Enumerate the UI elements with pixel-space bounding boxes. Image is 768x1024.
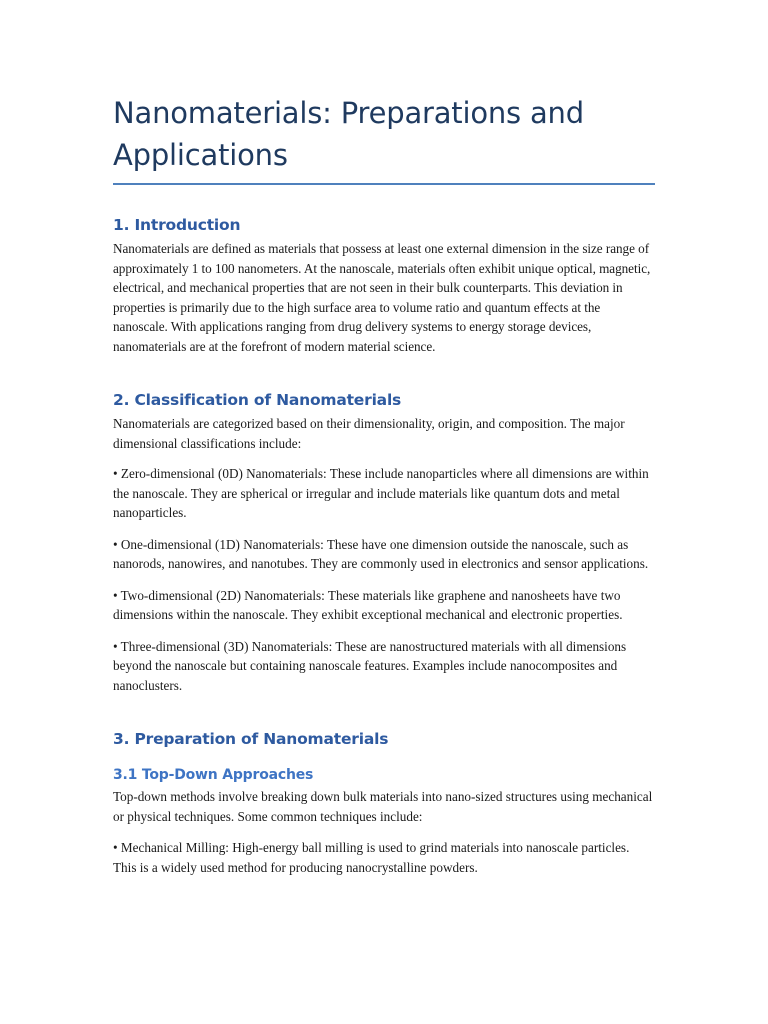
list-item-mechanical-milling: • Mechanical Milling: High-energy ball milling is used to grind materials into nanoscale particles. This is a widely used method for producing nanocrystalline powders. (113, 840, 630, 875)
list-item-3d: • Three-dimensional (3D) Nanomaterials: These are nanostructured materials with all dimensions beyond the nanoscale but containing nanoscale features. Examples include nanocomposites and nanoclusters. (113, 638, 627, 693)
document-title: Nanomaterials: Preparations and Applications (113, 96, 584, 172)
list-item-0d: • Zero-dimensional (0D) Nanomaterials: These include nanoparticles where all dimensions are within the nanoscale. They are spherical or irregular and include materials like quantum dots and metal nanoparticles. (113, 466, 649, 520)
section-heading-introduction: 1. Introduction (113, 216, 241, 234)
list-item-2d: • Two-dimensional (2D) Nanomaterials: These materials like graphene and nanosheets have two dimensions within the nanoscale. They exhibit exceptional mechanical and electronic properties. (113, 587, 623, 622)
section-heading-classification: 2. Classification of Nanomaterials (113, 391, 402, 409)
top-down-intro-paragraph: Top-down methods involve breaking down bulk materials into nano-sized structures using mechanical or physical techniques. Some common techniques include: (113, 789, 653, 824)
document-page (113, 92, 655, 877)
list-item-1d: • One-dimensional (1D) Nanomaterials: These have one dimension outside the nanoscale, such as nanorods, nanowires, and nanotubes. They are commonly used in electronics and sensor applications. (113, 536, 649, 571)
title-divider (113, 183, 655, 185)
section-heading-preparation: 3. Preparation of Nanomaterials (113, 730, 389, 748)
subsection-heading-top-down: 3.1 Top-Down Approaches (113, 767, 314, 783)
classification-intro-paragraph: Nanomaterials are categorized based on their dimensionality, origin, and composition. The major dimensional classifications include: (113, 416, 625, 451)
introduction-paragraph: Nanomaterials are defined as materials that possess at least one external dimension in the size range of approximately 1 to 100 nanometers. At the nanoscale, materials often exhibit unique optical, magnetic, electrical, and mechanical properties that are not seen in their bulk counterparts. This deviation in properties is primarily due to the high surface area to volume ratio and quantum effects at the nanoscale. With applications ranging from drug delivery systems to energy storage devices, nanomaterials are at the forefront of modern material science. (113, 241, 651, 354)
